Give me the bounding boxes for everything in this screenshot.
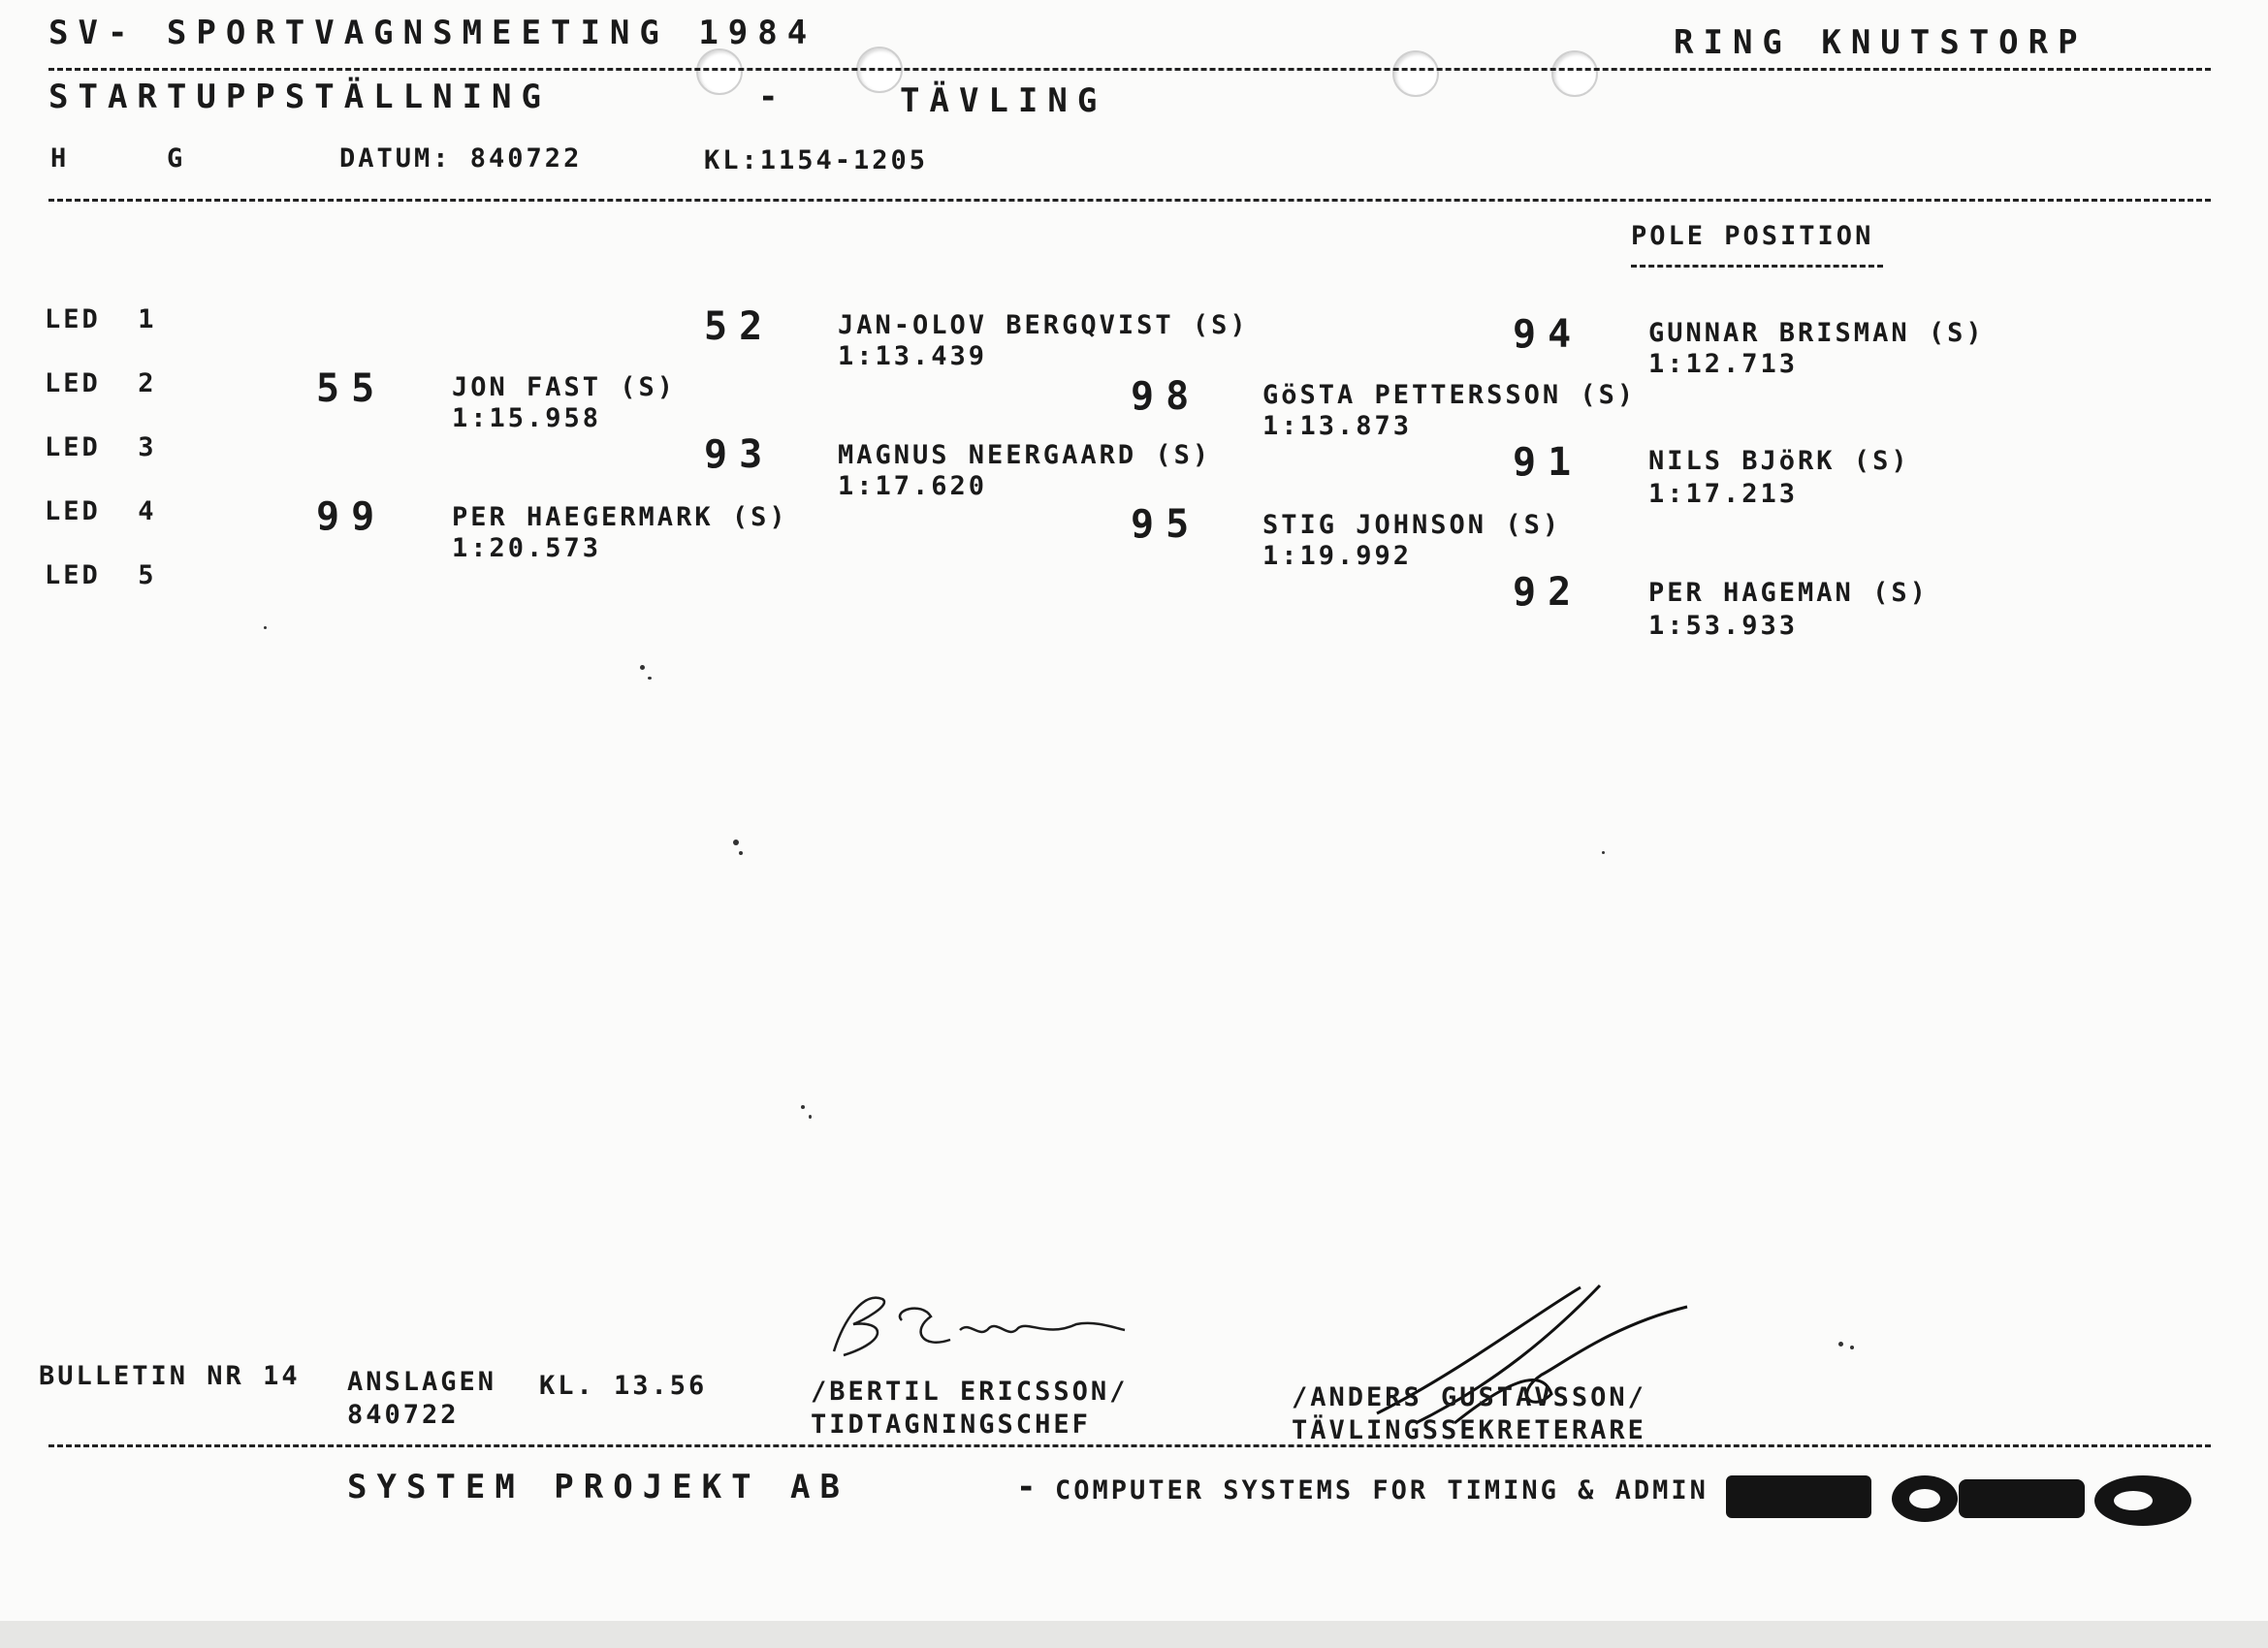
subtitle-tavling: TÄVLING: [900, 81, 1107, 120]
scan-speck: [264, 626, 267, 629]
driver-name: JAN-OLOV BERGQVIST (S): [838, 310, 1249, 340]
company-name: SYSTEM PROJEKT AB: [347, 1468, 849, 1506]
signature-bertil-ericsson: [824, 1282, 1134, 1369]
driver-name: GöSTA PETTERSSON (S): [1262, 380, 1637, 410]
car-number: 55: [316, 366, 387, 411]
punch-hole: [1551, 50, 1598, 97]
car-number: 95: [1131, 502, 1201, 547]
grid-row-label: LED 1: [45, 304, 157, 334]
scan-speck: [739, 851, 743, 855]
grid-row-label: LED 4: [45, 496, 157, 526]
driver-name: PER HAEGERMARK (S): [452, 502, 788, 532]
signer1-title: TIDTAGNINGSCHEF: [811, 1410, 1091, 1440]
race-date: DATUM: 840722: [339, 143, 583, 174]
company-dash: -: [1016, 1468, 1046, 1506]
driver-name: GUNNAR BRISMAN (S): [1648, 318, 1985, 348]
signer2-name: /ANDERS GUSTAVSSON/: [1292, 1382, 1646, 1412]
bulletin-number: BULLETIN NR 14: [39, 1361, 301, 1391]
subtitle-startuppstallning: STARTUPPSTÄLLNING: [48, 78, 551, 116]
event-title: SV- SPORTVAGNSMEETING 1984: [48, 14, 817, 52]
lap-time: 1:53.933: [1648, 611, 1799, 641]
race-time: KL:1154-1205: [704, 145, 929, 175]
class-g: G: [167, 143, 186, 174]
scan-speck: [1602, 851, 1605, 854]
scan-speck: [1850, 1346, 1854, 1349]
lap-time: 1:12.713: [1648, 349, 1799, 379]
signer1-name: /BERTIL ERICSSON/: [811, 1377, 1129, 1407]
lap-time: 1:20.573: [452, 533, 602, 563]
lap-time: 1:13.873: [1262, 411, 1413, 441]
scan-speck: [648, 677, 652, 680]
subtitle-dash: -: [758, 78, 788, 116]
scan-speck: [801, 1105, 805, 1109]
driver-name: STIG JOHNSON (S): [1262, 510, 1562, 540]
pole-position-underline: [1631, 265, 1883, 268]
signer2-title: TÄVLINGSSEKRETERARE: [1292, 1415, 1646, 1445]
scan-speck: [809, 1115, 812, 1119]
lap-time: 1:19.992: [1262, 541, 1413, 571]
scan-edge: [0, 1621, 2268, 1648]
pole-position-label: POLE POSITION: [1631, 221, 1874, 251]
driver-name: NILS BJöRK (S): [1648, 446, 1910, 476]
driver-name: JON FAST (S): [452, 372, 677, 402]
lap-time: 1:17.620: [838, 471, 988, 501]
car-number: 94: [1513, 312, 1583, 357]
lap-time: 1:17.213: [1648, 479, 1799, 509]
car-number: 52: [704, 304, 775, 349]
posted-date: 840722: [347, 1400, 460, 1430]
posted-label: ANSLAGEN: [347, 1367, 497, 1397]
lap-time: 1:13.439: [838, 341, 988, 371]
scan-speck: [1838, 1342, 1843, 1347]
footer-divider: [48, 1444, 2211, 1447]
class-h: H: [50, 143, 70, 174]
scan-speck: [640, 665, 645, 670]
grid-row-label: LED 2: [45, 368, 157, 398]
header-divider-2: [48, 199, 2211, 202]
car-number: 91: [1513, 440, 1583, 485]
header-divider: [48, 68, 2211, 71]
grid-row-label: LED 3: [45, 432, 157, 462]
car-number: 98: [1131, 374, 1201, 419]
driver-name: MAGNUS NEERGAARD (S): [838, 440, 1212, 470]
smudged-logo: [1726, 1466, 2211, 1534]
posted-time: KL. 13.56: [539, 1371, 708, 1401]
scan-speck: [733, 840, 739, 845]
punch-hole: [696, 48, 743, 95]
punch-hole: [1392, 50, 1439, 97]
car-number: 93: [704, 432, 775, 477]
driver-name: PER HAGEMAN (S): [1648, 578, 1929, 608]
venue: RING KNUTSTORP: [1674, 23, 2088, 62]
lap-time: 1:15.958: [452, 403, 602, 433]
car-number: 92: [1513, 570, 1583, 615]
car-number: 99: [316, 494, 387, 539]
company-tagline: COMPUTER SYSTEMS FOR TIMING & ADMIN: [1055, 1475, 1709, 1505]
grid-row-label: LED 5: [45, 560, 157, 590]
